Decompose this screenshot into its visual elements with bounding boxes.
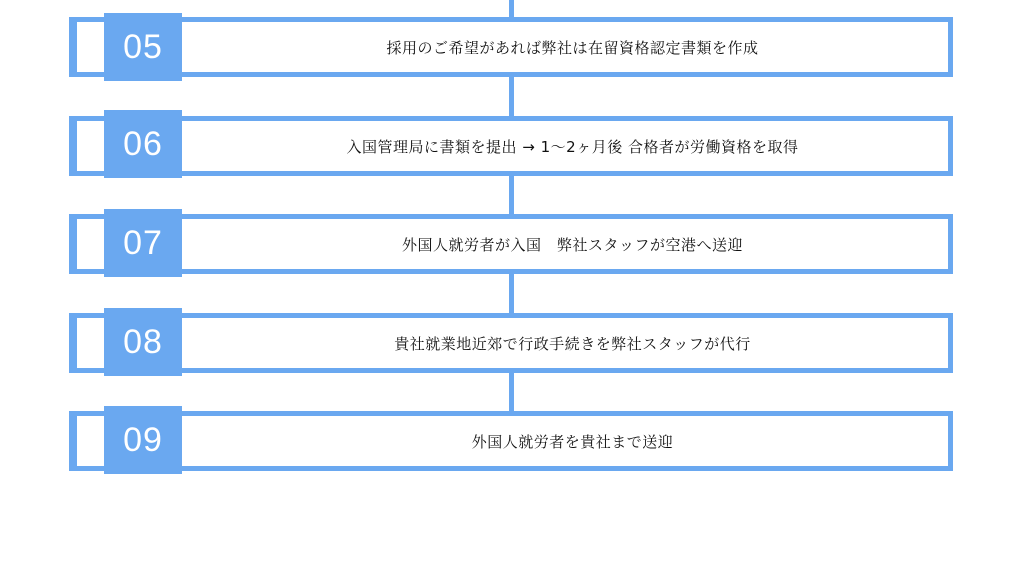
step-box-06 [69, 116, 953, 176]
step-number-badge-09: 09 [104, 406, 182, 474]
step-box-07 [69, 214, 953, 274]
step-number-badge-07: 07 [104, 209, 182, 277]
step-text-07: 外国人就労者が入国 弊社スタッフが空港へ送迎 [401, 235, 743, 254]
step-number-badge-08: 08 [104, 308, 182, 376]
step-text-05: 採用のご希望があれば弊社は在留資格認定書類を作成 [386, 38, 759, 57]
step-number-badge-05: 05 [104, 13, 182, 81]
step-box-08 [69, 313, 953, 373]
step-text-08: 貴社就業地近郊で行政手続きを弊社スタッフが代行 [394, 334, 751, 353]
step-number-badge-06: 06 [104, 110, 182, 178]
step-text-06: 入国管理局に書類を提出 → 1～2ヶ月後 合格者が労働資格を取得 [346, 137, 799, 156]
step-text-09: 外国人就労者を貴社まで送迎 [471, 432, 674, 451]
step-box-09 [69, 411, 953, 471]
step-box-05 [69, 17, 953, 77]
